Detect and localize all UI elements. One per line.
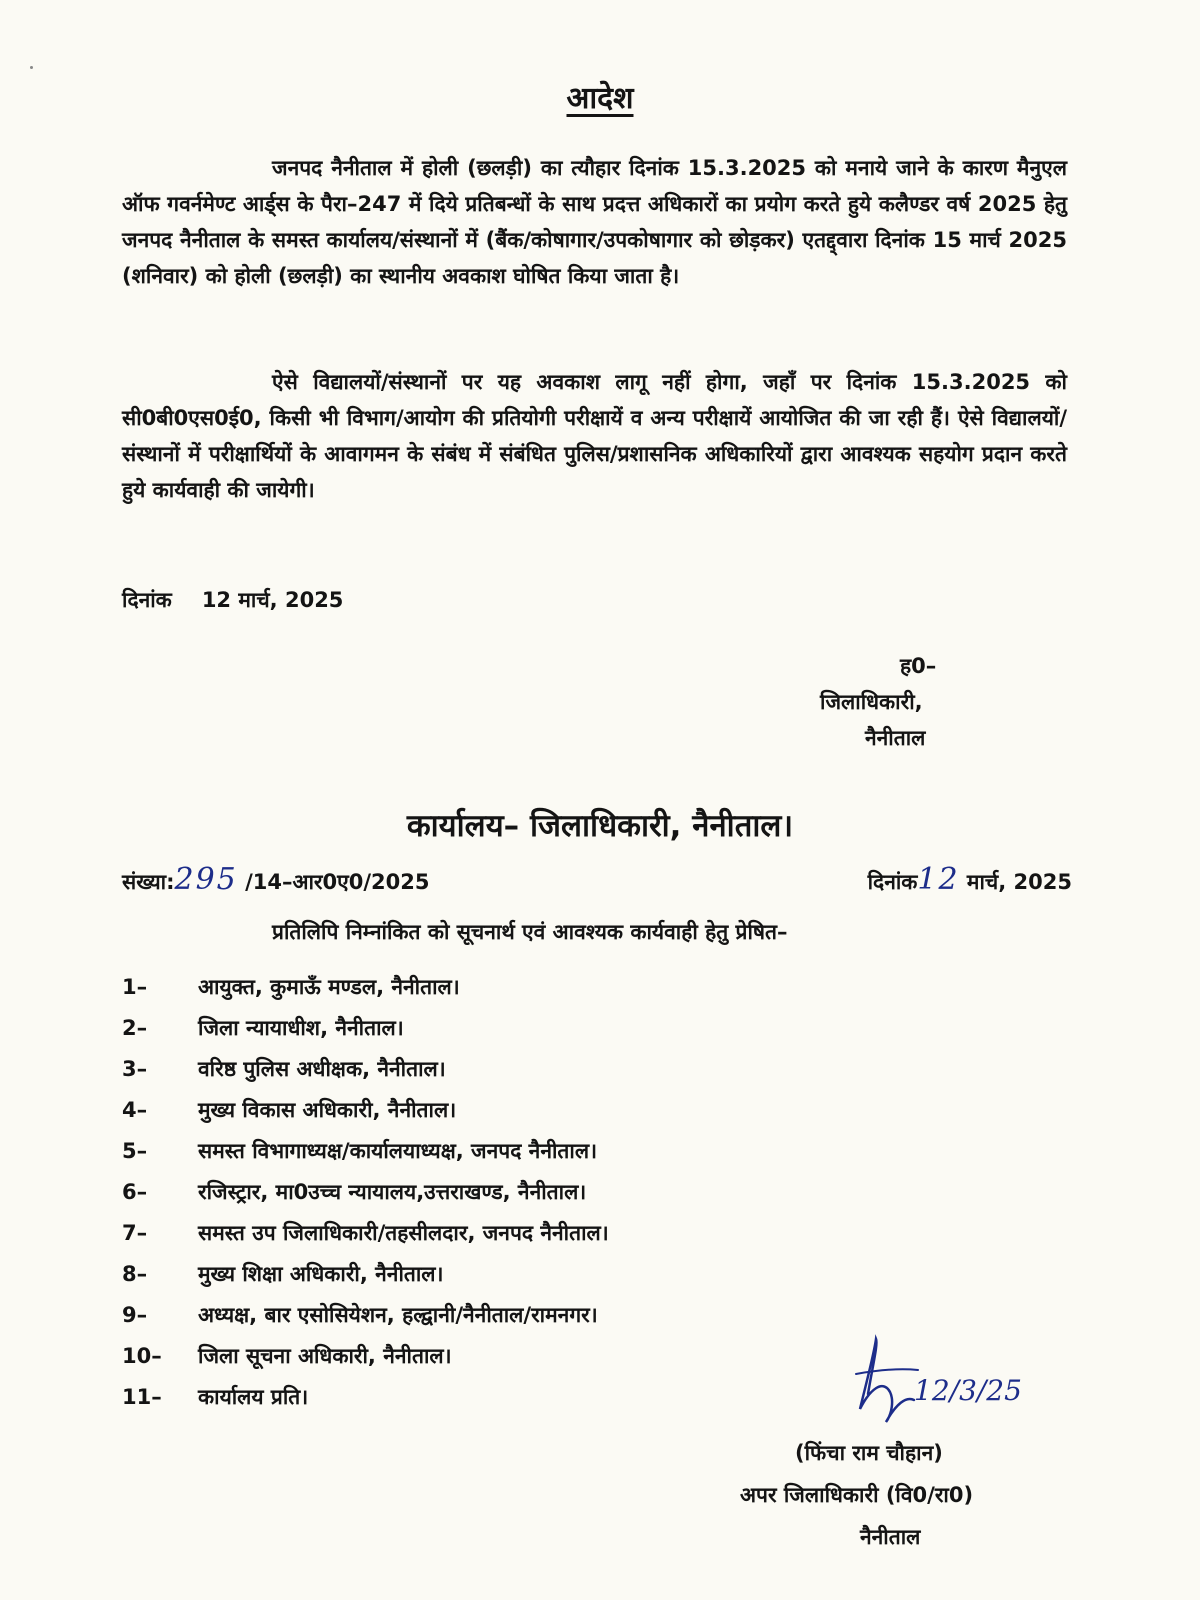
reference-label: संख्या: [122,870,175,894]
recipient-list [122,966,609,1417]
order-date-label: दिनांक [122,588,172,612]
reference-date [868,862,1072,897]
signatory-block-2 [740,1432,973,1558]
reference-suffix: /14–आर0ए0/2025 [245,870,430,894]
list-item [122,1376,609,1417]
signatory-2-place: नैनीताल [860,1525,921,1549]
list-item [122,1212,609,1253]
signatory-2-name: (फिंचा राम चौहान) [795,1441,943,1465]
list-item [122,1130,609,1171]
handwritten-signature [848,1334,1048,1444]
order-date [122,586,343,614]
list-item [122,966,609,1007]
list-item-number: 1– [122,974,148,999]
list-item [122,1007,609,1048]
signatory-1-place: नैनीताल [865,726,926,750]
scan-speck [30,66,33,69]
list-item-number: 7– [122,1220,148,1245]
reference-date-rest: मार्च, 2025 [966,870,1072,894]
list-item [122,1171,609,1212]
reference-date-day-handwritten: 12 [917,862,960,897]
list-item-number: 6– [122,1179,148,1204]
list-item [122,1089,609,1130]
list-item-text: मुख्य विकास अधिकारी, नैनीताल। [198,1097,457,1122]
reference-number [122,862,429,897]
signatory-1-sign: ह0– [900,654,937,678]
signatory-1-designation: जिलाधिकारी, [820,690,923,714]
copy-line: प्रतिलिपि निम्नांकित को सूचनार्थ एवं आवश्यक कार्यवाही हेतु प्रेषित– [272,920,788,944]
office-heading: कार्यालय– जिलाधिकारी, नैनीताल। [406,808,794,844]
signature-date-handwritten: 12/3/25 [914,1374,1022,1407]
list-item-text: जिला सूचना अधिकारी, नैनीताल। [198,1343,452,1368]
list-item [122,1294,609,1335]
signatory-2-designation: अपर जिलाधिकारी (वि0/रा0) [740,1483,974,1507]
reference-date-label: दिनांक [867,870,918,894]
list-item-text: मुख्य शिक्षा अधिकारी, नैनीताल। [198,1261,444,1286]
list-item-number: 8– [122,1261,148,1286]
order-date-value: 12 मार्च, 2025 [201,588,344,612]
list-item-text: कार्यालय प्रति। [198,1384,309,1409]
list-item-text: समस्त विभागाध्यक्ष/कार्यालयाध्यक्ष, जनपद नैनीताल। [198,1138,598,1163]
order-paragraph-2: ऐसे विद्यालयों/संस्थानों पर यह अवकाश लागू नहीं होगा, जहाँ पर दिनांक 15.3.2025 को सी0बी0एस0ई0, किसी भी विभाग/आयोग की प्रतियोगी परीक्षायें व अन्य परीक्षायें आयोजित की जा रही हैं। ऐसे विद्यालयों/संस्थानों में परीक्षार्थियों के आवागमन के संबंध में संबंधित पुलिस/प्रशासनिक अधिकारियों द्वारा आवश्यक सहयोग प्रदान करते हुये कार्यवाही की जायेगी। [122,370,1067,502]
list-item-number: 2– [122,1015,148,1040]
order-title: आदेश [566,81,634,116]
list-item-text: वरिष्ठ पुलिस अधीक्षक, नैनीताल। [198,1056,446,1081]
list-item-number: 10– [122,1343,162,1368]
list-item-number: 9– [122,1302,148,1327]
list-item-text: अध्यक्ष, बार एसोसियेशन, हल्द्वानी/नैनीताल/रामनगर। [198,1302,598,1327]
list-item-number: 4– [122,1097,148,1122]
list-item-number: 3– [122,1056,148,1081]
order-paragraph-1: जनपद नैनीताल में होली (छलड़ी) का त्यौहार दिनांक 15.3.2025 को मनाये जाने के कारण मैनुएल ऑफ गवर्नमेण्ट आर्ड्स के पैरा–247 में दिये प्रतिबन्धों के साथ प्रदत्त अधिकारों का प्रयोग करते हुये कलैण्डर वर्ष 2025 हेतु जनपद नैनीताल के समस्त कार्यालय/संस्थानों में (बैंक/कोषागार/उपकोषागार को छोड़कर) एतद्द्वारा दिनांक 15 मार्च 2025 (शनिवार) को होली (छलड़ी) का स्थानीय अवकाश घोषित किया जाता है। [122,156,1067,288]
list-item [122,1253,609,1294]
list-item-text: समस्त उप जिलाधिकारी/तहसीलदार, जनपद नैनीताल। [198,1220,609,1245]
reference-number-handwritten: 295 [174,862,238,897]
list-item-text: रजिस्ट्रार, मा0उच्च न्यायालय,उत्तराखण्ड, नैनीताल। [198,1179,587,1204]
list-item-number: 11– [122,1384,162,1409]
signatory-block-1 [820,648,936,756]
list-item [122,1048,609,1089]
list-item [122,1335,609,1376]
list-item-text: जिला न्यायाधीश, नैनीताल। [198,1015,404,1040]
list-item-text: आयुक्त, कुमाऊँ मण्डल, नैनीताल। [198,974,460,999]
list-item-number: 5– [122,1138,148,1163]
